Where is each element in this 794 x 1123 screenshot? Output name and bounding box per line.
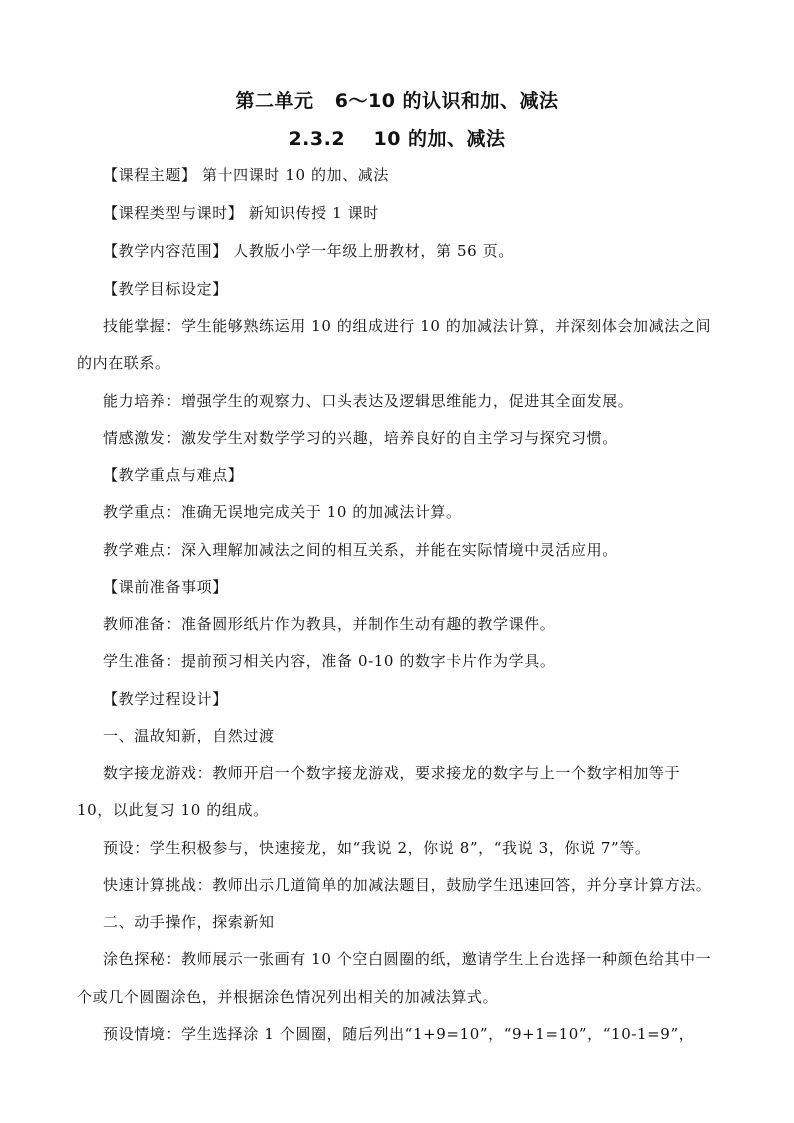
goal-skill-line: 技能掌握：学生能够熟练运用 10 的组成进行 10 的加减法计算，并深刻体会加减法之间 bbox=[103, 317, 712, 335]
coloring-line: 涂色探秘：教师展示一张画有 10 个空白圆圈的纸，邀请学生上台选择一种颜色给其中一 bbox=[103, 950, 712, 968]
step-two-heading: 二、动手操作，探索新知 bbox=[103, 913, 275, 931]
lesson-title: 2.3.2 10 的加、减法 bbox=[288, 128, 506, 150]
preset-scenario-line: 预设情境：学生选择涂 1 个圆圈，随后列出“1+9=10”，“9+1=10”，“10-1=9”， bbox=[103, 1025, 695, 1043]
content-scope-line: 【教学内容范围】 人教版小学一年级上册教材，第 56 页。 bbox=[103, 242, 514, 260]
section-heading-key-points: 【教学重点与难点】 bbox=[103, 466, 244, 484]
number-game-continuation: 10，以此复习 10 的组成。 bbox=[77, 801, 269, 819]
key-point-line: 教学重点：准确无误地完成关于 10 的加减法计算。 bbox=[103, 503, 462, 521]
unit-title: 第二单元 6～10 的认识和加、减法 bbox=[235, 90, 559, 112]
course-type-line: 【课程类型与课时】 新知识传授 1 课时 bbox=[103, 204, 379, 222]
course-topic-line: 【课程主题】 第十四课时 10 的加、减法 bbox=[103, 166, 389, 184]
goal-skill-continuation: 的内在联系。 bbox=[77, 354, 171, 372]
step-one-heading: 一、温故知新，自然过渡 bbox=[103, 727, 275, 745]
section-heading-preparation: 【课前准备事项】 bbox=[103, 578, 228, 596]
number-game-line: 数字接龙游戏：教师开启一个数字接龙游戏，要求接龙的数字与上一个数字相加等于 bbox=[103, 764, 681, 782]
goal-ability-line: 能力培养：增强学生的观察力、口头表达及逻辑思维能力，促进其全面发展。 bbox=[103, 392, 634, 410]
quick-calc-line: 快速计算挑战：教师出示几道简单的加减法题目，鼓励学生迅速回答，并分享计算方法。 bbox=[103, 876, 712, 894]
teacher-prep-line: 教师准备：准备圆形纸片作为教具，并制作生动有趣的教学课件。 bbox=[103, 615, 556, 633]
student-prep-line: 学生准备：提前预习相关内容，准备 0-10 的数字卡片作为学具。 bbox=[103, 652, 556, 670]
preset-line: 预设：学生积极参与，快速接龙，如“我说 2，你说 8”，“我说 3，你说 7”等。 bbox=[103, 839, 651, 857]
section-heading-goals: 【教学目标设定】 bbox=[103, 280, 228, 298]
goal-emotion-line: 情感激发：激发学生对数学学习的兴趣，培养良好的自主学习与探究习惯。 bbox=[103, 429, 618, 447]
section-heading-process: 【教学过程设计】 bbox=[103, 690, 228, 708]
coloring-continuation: 个或几个圆圈涂色，并根据涂色情况列出相关的加减法算式。 bbox=[77, 988, 499, 1006]
difficulty-line: 教学难点：深入理解加减法之间的相互关系，并能在实际情境中灵活应用。 bbox=[103, 541, 618, 559]
